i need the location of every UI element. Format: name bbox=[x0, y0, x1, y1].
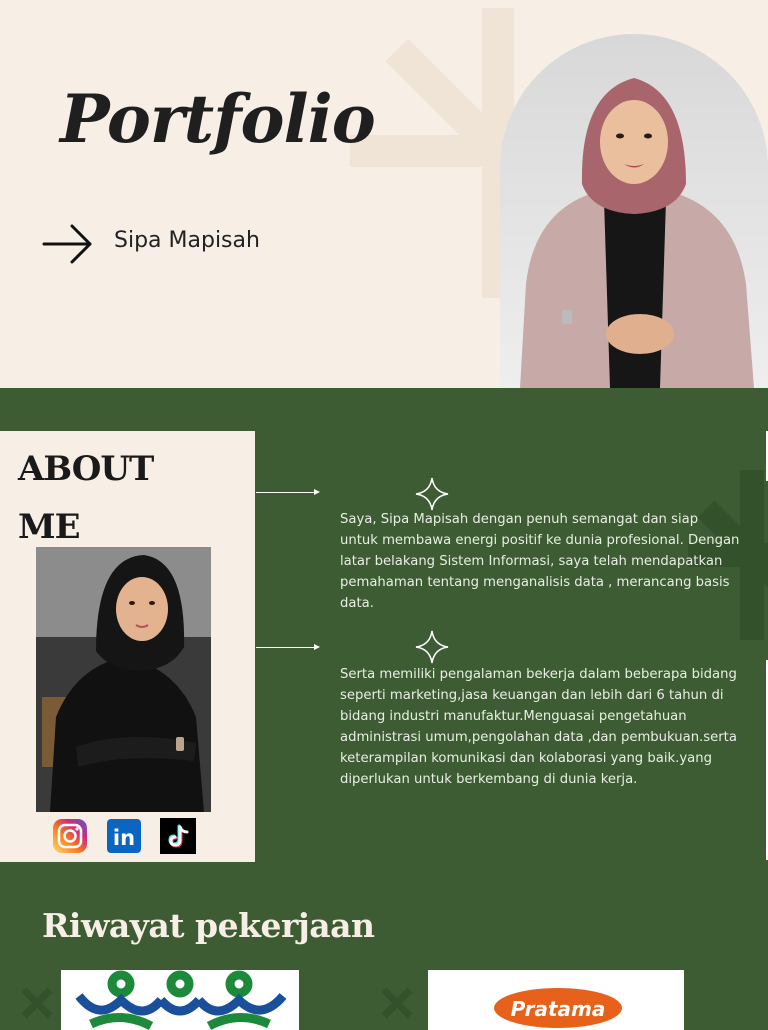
about-title: ABOUT ME bbox=[18, 449, 154, 547]
hero-section bbox=[0, 0, 768, 388]
connector-arrow bbox=[256, 647, 318, 648]
section-title: Riwayat pekerjaan bbox=[42, 906, 375, 945]
svg-text:in: in bbox=[112, 826, 136, 850]
connector-arrow bbox=[256, 492, 318, 493]
page-title: Portfolio bbox=[60, 80, 375, 158]
company-logo-2 bbox=[428, 970, 684, 1030]
arrow-right-icon bbox=[40, 222, 96, 266]
linkedin-icon[interactable] bbox=[106, 818, 142, 854]
tiktok-icon[interactable] bbox=[160, 818, 196, 854]
about-paragraph: Saya, Sipa Mapisah dengan penuh semangat dan siap untuk membawa energi positif ke dunia profesional. Dengan latar belakang Sistem Informasi, saya telah mendapatkan pemahaman tentang menganalisis data , merancang basis data. bbox=[340, 512, 740, 611]
profile-photo bbox=[500, 34, 768, 388]
about-photo bbox=[36, 547, 211, 812]
sparkle-icon bbox=[415, 630, 449, 664]
instagram-icon[interactable] bbox=[52, 818, 88, 854]
owner-name: Sipa Mapisah bbox=[114, 228, 260, 253]
x-mark-decoration bbox=[380, 986, 414, 1020]
x-mark-decoration bbox=[20, 986, 54, 1020]
about-paragraph: Serta memiliki pengalaman bekerja dalam beberapa bidang seperti marketing,jasa keuangan dan lebih dari 6 tahun di bidang industri manufaktur.Menguasai pengetahuan administrasi umum,pengolahan data ,dan pembukuan.serta keterampilan komunikasi dan kolaborasi yang baik.yang diperlukan untuk berkembang di dunia kerja. bbox=[340, 667, 737, 787]
company-logo-1 bbox=[61, 970, 299, 1030]
sparkle-icon bbox=[415, 477, 449, 511]
svg-text:Pratama: Pratama bbox=[510, 997, 606, 1021]
